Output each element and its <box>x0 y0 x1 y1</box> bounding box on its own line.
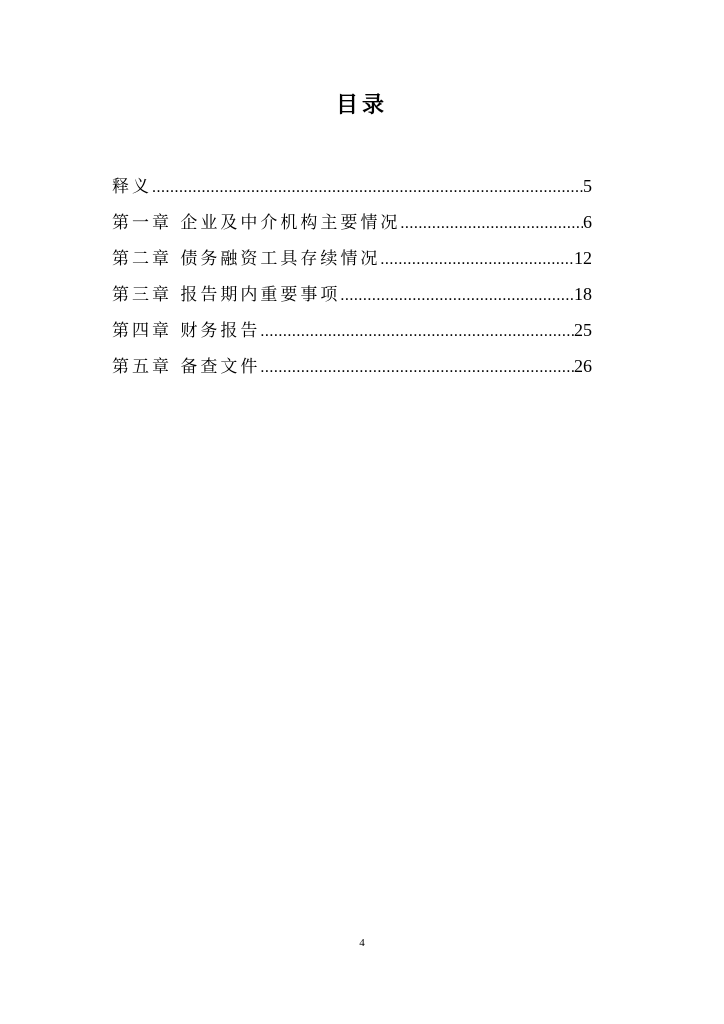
toc-entry[interactable] <box>112 240 592 276</box>
toc-dot-leader <box>380 242 574 278</box>
toc-entry[interactable] <box>112 312 592 348</box>
table-of-contents <box>112 168 592 384</box>
toc-entry-label: 第四章 财务报告 <box>112 321 261 341</box>
toc-entry-label: 第二章 债务融资工具存续情况 <box>112 249 381 269</box>
toc-entry-page: 5 <box>583 176 592 196</box>
toc-entry[interactable] <box>112 204 592 240</box>
toc-entry-label: 第一章 企业及中介机构主要情况 <box>112 213 401 233</box>
toc-entry-page: 18 <box>574 284 592 304</box>
toc-entry-label: 第五章 备查文件 <box>112 357 261 377</box>
toc-entry[interactable] <box>112 276 592 312</box>
toc-dot-leader <box>340 278 574 314</box>
page-number: 4 <box>359 937 365 949</box>
toc-entry[interactable] <box>112 348 592 384</box>
toc-dot-leader <box>400 206 583 242</box>
toc-entry-page: 25 <box>574 320 592 340</box>
toc-dot-leader <box>260 350 574 386</box>
toc-dot-leader <box>152 170 583 206</box>
toc-entry-page: 26 <box>574 356 592 376</box>
toc-entry[interactable] <box>112 168 592 204</box>
toc-entry-page: 12 <box>574 248 592 268</box>
toc-dot-leader <box>260 314 574 350</box>
toc-entry-label: 第三章 报告期内重要事项 <box>112 285 341 305</box>
toc-entry-label: 释义 <box>112 177 152 197</box>
toc-entry-page: 6 <box>583 212 592 232</box>
toc-title: 目录 <box>335 93 388 118</box>
